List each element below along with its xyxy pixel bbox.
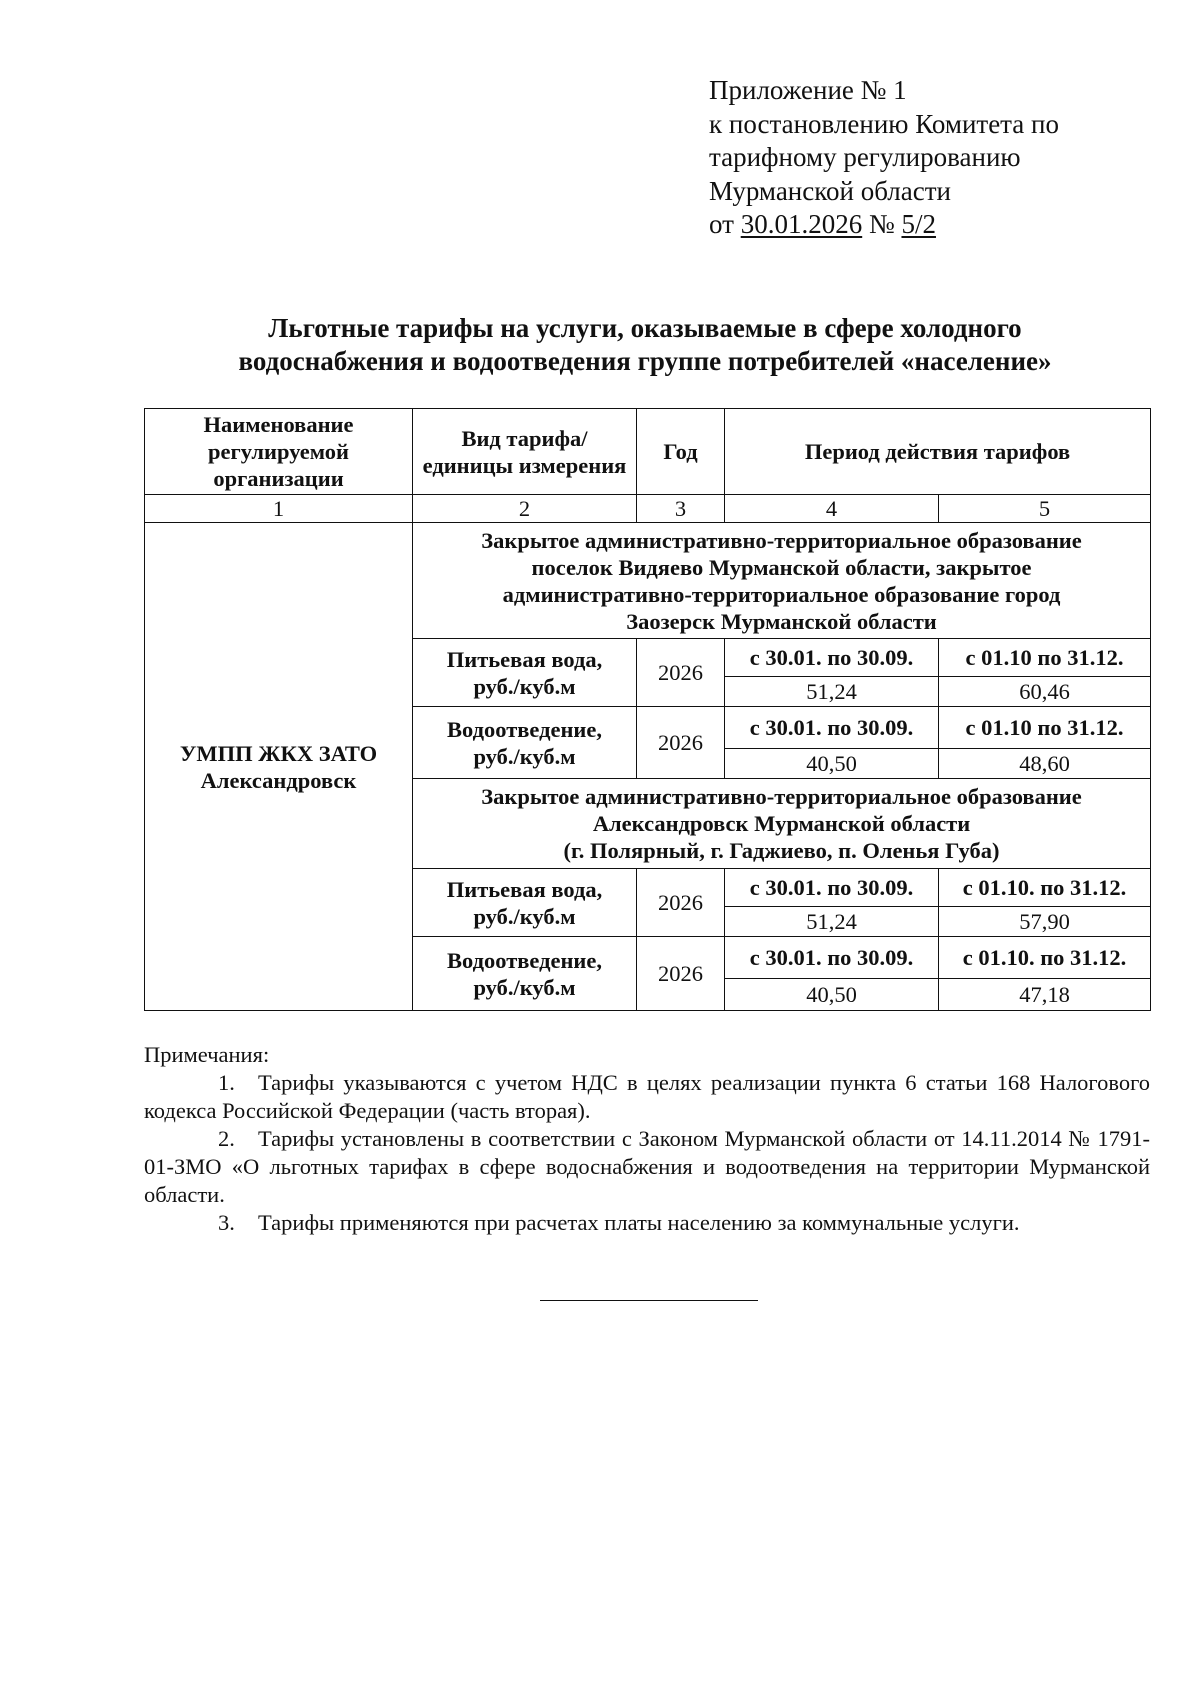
period-cell: с 01.10. по 31.12.: [939, 869, 1151, 907]
territory-cell: [413, 779, 1151, 869]
year-cell: 2026: [637, 707, 725, 779]
document-title: [140, 312, 1150, 378]
column-number: 4: [725, 495, 939, 523]
territory-line: Александровск Мурманской области: [592, 811, 971, 836]
service-name: Водоотведение,: [447, 716, 602, 742]
column-number: 2: [413, 495, 637, 523]
note-number: 2.: [218, 1126, 235, 1151]
year-cell: 2026: [637, 639, 725, 707]
period-cell: с 30.01. по 30.09.: [725, 869, 939, 907]
territory-line: поселок Видяево Мурманской области, закрытое: [531, 554, 1032, 580]
notes-section: [144, 1041, 1150, 1237]
header-period: Период действия тарифов: [725, 409, 1151, 495]
note-item: [144, 1209, 1150, 1237]
column-number: 5: [939, 495, 1151, 523]
period-cell: с 01.10. по 31.12.: [939, 937, 1151, 979]
service-name: Водоотведение,: [447, 947, 602, 973]
territory-line: Заозерск Мурманской области: [626, 608, 937, 634]
end-separator-line: [540, 1300, 758, 1301]
appendix-block: [709, 74, 1059, 242]
note-text: Тарифы указываются с учетом НДС в целях реализации пункта 6 статьи 168 Налогового кодекса Российской Федерации (часть вторая).: [144, 1070, 1150, 1123]
period-cell: с 30.01. по 30.09.: [725, 707, 939, 749]
note-text: Тарифы применяются при расчетах платы населению за коммунальные услуги.: [258, 1210, 1020, 1235]
tariff-value: 57,90: [939, 907, 1151, 937]
period-cell: с 01.10 по 31.12.: [939, 707, 1151, 749]
service-unit: руб./куб.м: [473, 974, 576, 1000]
note-item: [144, 1125, 1150, 1209]
notes-heading: Примечания:: [144, 1042, 270, 1067]
note-number: 3.: [218, 1210, 235, 1235]
appendix-date-line: [709, 208, 1059, 242]
tariff-value: 51,24: [725, 907, 939, 937]
title-line: водоснабжения и водоотведения группе потребителей «население»: [238, 346, 1052, 376]
tariff-value: 40,50: [725, 749, 939, 779]
territory-row: [145, 523, 1151, 639]
resolution-number: 5/2: [901, 209, 936, 239]
service-name: Питьевая вода,: [446, 646, 603, 672]
tariff-table: [144, 408, 1151, 1011]
column-number-row: [145, 495, 1151, 523]
header-org: Наименование регулируемой организации: [145, 409, 413, 495]
header-year: Год: [637, 409, 725, 495]
service-cell: [413, 937, 637, 1011]
appendix-line: Мурманской области: [709, 175, 951, 206]
appendix-line: к постановлению Комитета по: [709, 108, 1059, 139]
number-prefix: №: [868, 209, 902, 239]
service-cell: [413, 869, 637, 937]
organization-name: УМПП ЖКХ ЗАТО: [179, 740, 378, 766]
tariff-value: 40,50: [725, 979, 939, 1011]
date-prefix: от: [709, 209, 741, 239]
territory-line: административно-территориальное образование город: [502, 581, 1061, 607]
column-number: 1: [145, 495, 413, 523]
tariff-value: 51,24: [725, 677, 939, 707]
note-number: 1.: [218, 1070, 235, 1095]
tariff-value: 47,18: [939, 979, 1151, 1011]
period-cell: с 30.01. по 30.09.: [725, 937, 939, 979]
service-name: Питьевая вода,: [446, 876, 603, 902]
service-cell: [413, 707, 637, 779]
service-cell: [413, 639, 637, 707]
title-line: Льготные тарифы на услуги, оказываемые в сфере холодного: [268, 313, 1022, 343]
header-row: [145, 409, 1151, 495]
appendix-line: тарифному регулированию: [709, 142, 1021, 172]
year-cell: 2026: [637, 937, 725, 1011]
service-unit: руб./куб.м: [473, 903, 576, 929]
period-cell: с 01.10 по 31.12.: [939, 639, 1151, 677]
organization-name: Александровск: [200, 767, 357, 793]
territory-line: Закрытое административно-территориальное образование: [481, 527, 1082, 553]
note-item: [144, 1069, 1150, 1125]
appendix-line: Приложение № 1: [709, 75, 907, 105]
territory-line: (г. Полярный, г. Гаджиево, п. Оленья Губа): [563, 838, 1000, 863]
organization-cell: [145, 523, 413, 1011]
resolution-date: 30.01.2026: [740, 209, 863, 239]
service-unit: руб./куб.м: [473, 743, 576, 769]
territory-line: Закрытое административно-территориальное образование: [481, 784, 1082, 809]
service-unit: руб./куб.м: [473, 673, 576, 699]
header-tariff-type: Вид тарифа/единицы измерения: [413, 409, 637, 495]
period-cell: с 30.01. по 30.09.: [725, 639, 939, 677]
column-number: 3: [637, 495, 725, 523]
tariff-value: 60,46: [939, 677, 1151, 707]
year-cell: 2026: [637, 869, 725, 937]
tariff-value: 48,60: [939, 749, 1151, 779]
territory-cell: [413, 523, 1151, 639]
note-text: Тарифы установлены в соответствии с Законом Мурманской области от 14.11.2014 № 1791-01-ЗМО «О льготных тарифах в сфере водоснабжения и водоотведения на территории Мурманской области.: [144, 1126, 1150, 1207]
